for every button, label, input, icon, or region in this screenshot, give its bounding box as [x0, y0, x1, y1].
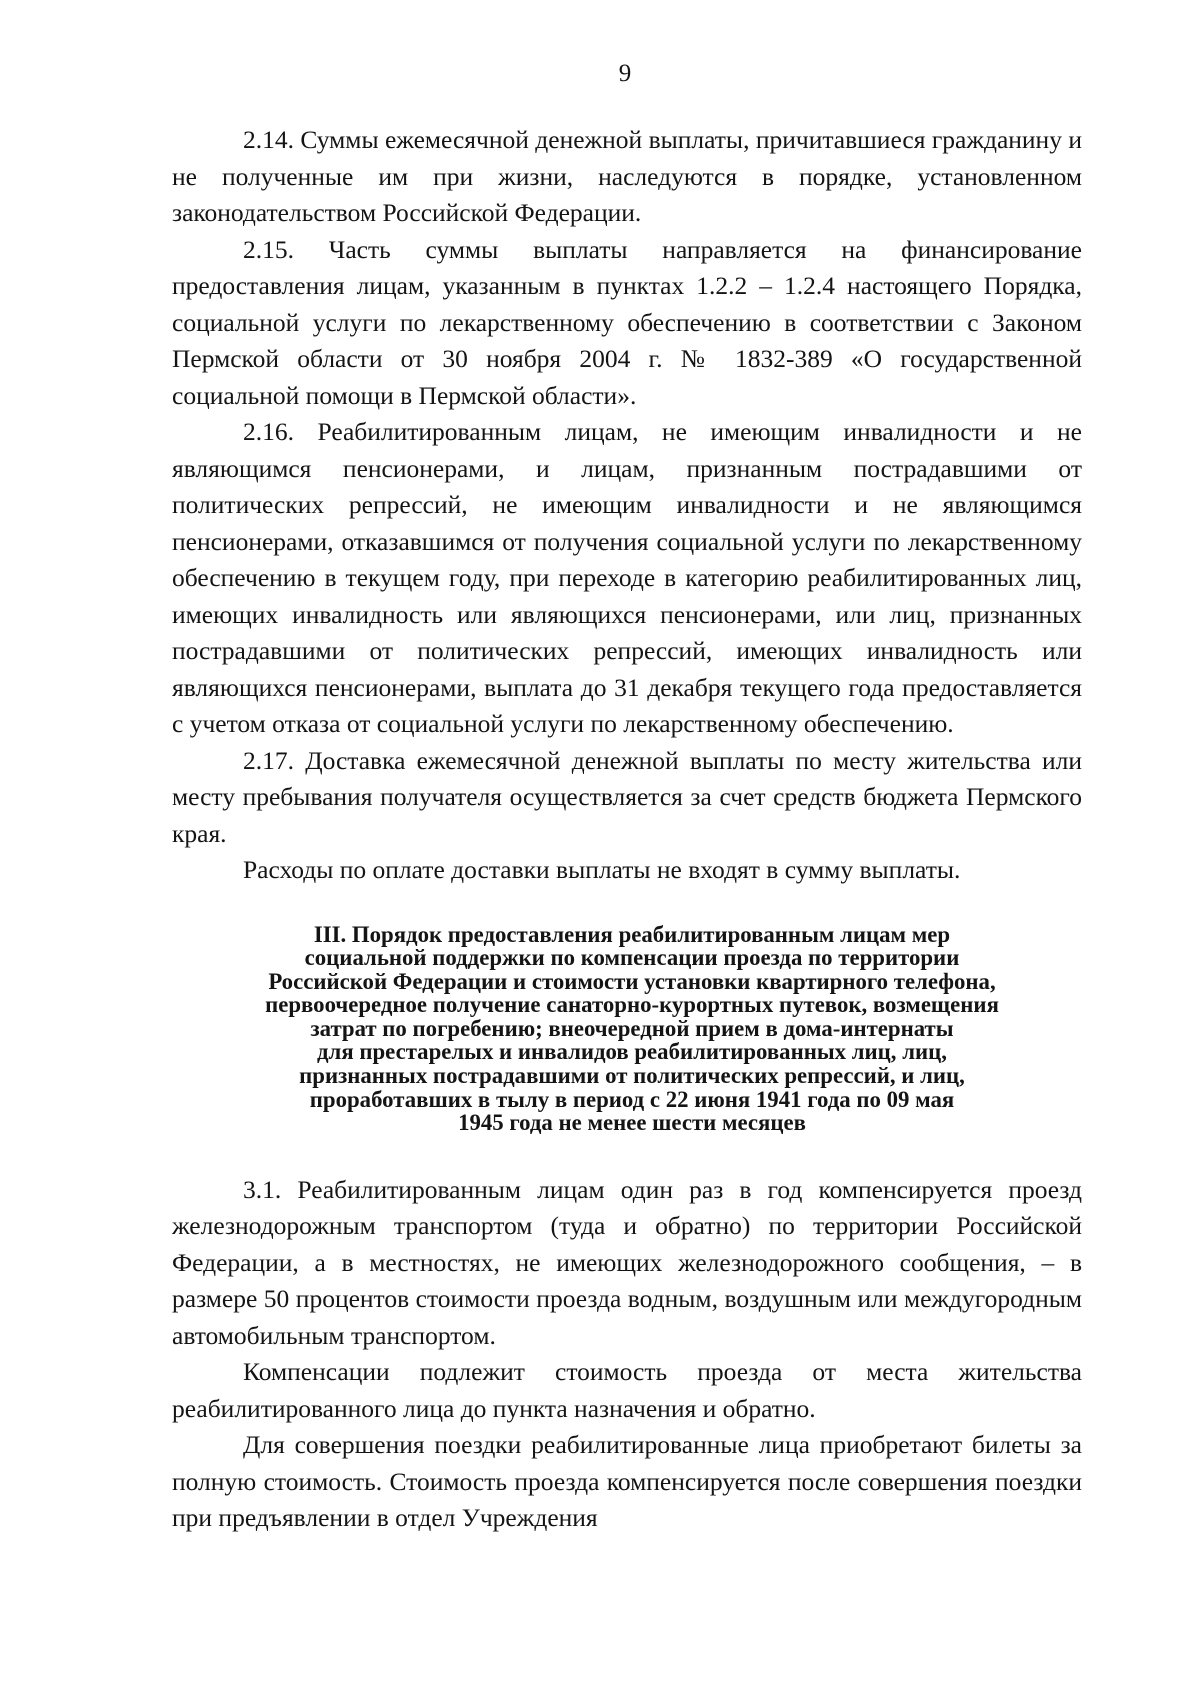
document-body — [172, 122, 1082, 1537]
heading-line: для престарелых и инвалидов реабилитированных лиц, лиц, — [317, 1039, 947, 1065]
paragraph-2-16: 2.16. Реабилитированным лицам, не имеющим инвалидности и не являющимся пенсионерами, и лицам, признанным пострадавшими от политических репрессий, не имеющим инвалидности и не являющимся пенсионерами, отказавшимся от получения социальной услуги по лекарственному обеспечению в текущем году, при переходе в категорию реабилитированных лиц, имеющих инвалидность или являющихся пенсионерами, или лиц, признанных пострадавшими от политических репрессий, имеющих инвалидность или являющихся пенсионерами, выплата до 31 декабря текущего года предоставляется с учетом отказа от социальной услуги по лекарственному обеспечению. — [172, 417, 1082, 738]
heading-line: первоочередное получение санаторно-курортных путевок, возмещения — [265, 992, 999, 1018]
paragraph-ticket-purchase: Для совершения поездки реабилитированные лица приобретают билеты за полную стоимость. Стоимость проезда компенсируется после совершения поездки при предъявлении в отдел Учреждения — [172, 1430, 1082, 1533]
page-number: 9 — [618, 60, 632, 87]
heading-line: затрат по погребению; внеочередной прием в дома-интернаты — [310, 1015, 954, 1041]
paragraph-2-15: 2.15. Часть суммы выплаты направляется на финансирование предоставления лицам, указанным в пунктах 1.2.2 – 1.2.4 настоящего Порядка, социальной услуги по лекарственному обеспечению в соответствии с Законом Пермской области от 30 ноября 2004 г. № 1832-389 «О государственной социальной помощи в Пермской области». — [172, 234, 1082, 410]
paragraph-3-1: 3.1. Реабилитированным лицам один раз в год компенсируется проезд железнодорожным транспортом (туда и обратно) по территории Российской Федерации, а в местностях, не имеющих железнодорожного сообщения, – в размере 50 процентов стоимости проезда водным, воздушным или междугородным автомобильным транспортом. — [172, 1174, 1082, 1350]
paragraph-delivery-costs: Расходы по оплате доставки выплаты не входят в сумму выплаты. — [243, 855, 961, 884]
section-3-heading — [162, 923, 1102, 1135]
heading-line: III. Порядок предоставления реабилитированным лицам мер — [313, 921, 951, 947]
heading-line: признанных пострадавшими от политических репрессий, и лиц, — [299, 1063, 965, 1089]
paragraph-2-14: 2.14. Суммы ежемесячной денежной выплаты, причитавшиеся гражданину и не полученные им при жизни, наследуются в порядке, установленном законодательством Российской Федерации. — [172, 125, 1082, 227]
heading-line: Российской Федерации и стоимости установки квартирного телефона, — [268, 968, 996, 994]
paragraph-2-17: 2.17. Доставка ежемесячной денежной выплаты по месту жительства или месту пребывания получателя осуществляется за счет средств бюджета Пермского края. — [172, 745, 1082, 848]
heading-line: проработавших в тылу в период с 22 июня 1941 года по 09 мая — [309, 1086, 955, 1112]
paragraph-compensation-scope: Компенсации подлежит стоимость проезда от места жительства реабилитированного лица до пункта назначения и обратно. — [172, 1357, 1082, 1423]
heading-line: 1945 года не менее шести месяцев — [458, 1110, 806, 1136]
heading-line: социальной поддержки по компенсации проезда по территории — [304, 945, 960, 971]
